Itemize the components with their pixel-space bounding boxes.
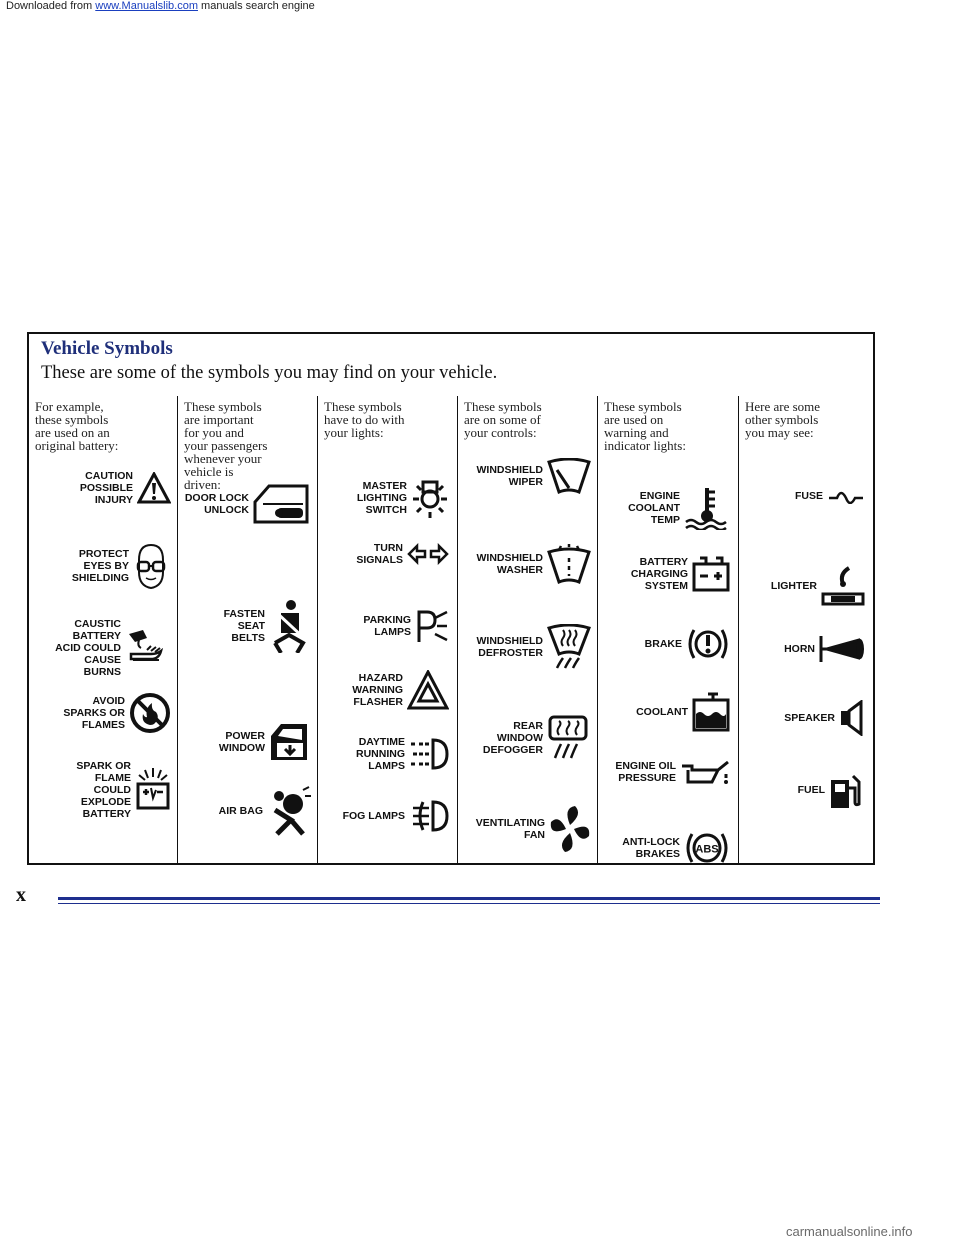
symbol-daytime-running-lamps [356, 734, 449, 774]
symbol-label-line: DAYTIME [358, 736, 405, 748]
symbol-label-line: UNLOCK [204, 504, 249, 516]
symbol-label-line: EYES BY [83, 560, 129, 572]
symbol-label [219, 730, 265, 754]
intro-line: other symbols [745, 412, 819, 427]
symbol-label-line: DEFROSTER [478, 647, 543, 659]
symbol-label-line: BATTERY [639, 556, 688, 568]
symbol-label [357, 480, 407, 516]
symbol-label-line: PROTECT [78, 548, 129, 560]
symbol-label [80, 470, 133, 506]
symbol-windshield-defroster [477, 624, 592, 670]
symbol-fog-lamps [343, 796, 449, 836]
intro-line: are used on an [35, 425, 110, 440]
bottom-rule [58, 897, 880, 900]
symbol-label [185, 492, 249, 516]
intro-line: these symbols [35, 412, 109, 427]
symbol-label-line: SYSTEM [644, 580, 688, 592]
symbol-windshield-washer [477, 544, 592, 584]
column-intro [745, 400, 820, 439]
symbol-label-line: SHIELDING [71, 572, 129, 584]
symbol-lighter [771, 566, 865, 606]
symbol-label-line: FLAME [94, 772, 131, 784]
rear-defogger-icon [547, 714, 589, 762]
symbol-label [645, 638, 682, 650]
defroster-icon [547, 624, 591, 670]
eye-shield-icon [133, 542, 169, 590]
fog-lamps-icon [409, 796, 449, 836]
symbol-label-line: LAMPS [368, 760, 405, 772]
symbol-ventilating-fan [476, 804, 591, 854]
symbol-engine-coolant-temp [628, 486, 730, 530]
symbol-label [476, 817, 545, 841]
symbol-label-line: SEAT [237, 620, 265, 632]
column-important [177, 396, 317, 863]
symbol-fasten-seat-belts [224, 599, 309, 653]
intro-line: your lights: [324, 425, 384, 440]
symbol-label [636, 706, 688, 718]
symbol-label-line: PARKING [363, 614, 411, 626]
column-lights [317, 396, 457, 863]
symbol-spark-or-flame-could-explode-battery [76, 760, 171, 820]
symbol-label-line: INJURY [94, 494, 133, 506]
symbol-label-line: WASHER [496, 564, 543, 576]
coolant-icon [692, 692, 730, 732]
symbol-label [477, 552, 544, 576]
source-prefix: Downloaded from [6, 0, 96, 12]
intro-line: These symbols [604, 399, 682, 414]
no-flame-icon [129, 692, 171, 734]
battery-charging-icon [692, 556, 730, 592]
brake-icon [686, 624, 730, 664]
symbol-label-line: WIPER [508, 476, 543, 488]
symbol-label [477, 464, 544, 488]
intro-line: These symbols [464, 399, 542, 414]
intro-line: your controls: [464, 425, 537, 440]
symbol-label [784, 643, 815, 655]
symbol-label [352, 672, 403, 708]
symbol-label-line: BRAKE [644, 638, 682, 650]
page-title: Vehicle Symbols [41, 338, 173, 359]
symbol-label-line: SIGNALS [356, 554, 403, 566]
symbol-label [224, 608, 265, 644]
symbol-label [477, 635, 544, 659]
page-number: x [16, 884, 26, 906]
column-intro [464, 400, 542, 439]
intro-line: original battery: [35, 438, 119, 453]
symbol-label-line: WINDOW [496, 732, 543, 744]
symbol-label-line: TURN [373, 542, 403, 554]
symbol-label [63, 695, 125, 731]
intro-line: have to do with [324, 412, 405, 427]
symbol-label-line: SPEAKER [784, 712, 835, 724]
symbol-label-line: CAUSE [84, 654, 121, 666]
symbol-label-line: REAR [513, 720, 543, 732]
symbol-power-window [219, 722, 309, 762]
abs-icon [684, 828, 730, 868]
svg-text:ABS: ABS [695, 843, 719, 856]
symbol-label-line: CAUTION [85, 470, 133, 482]
symbols-frame [27, 332, 875, 865]
battery-explode-icon [135, 768, 171, 812]
intro-line: are important [184, 412, 254, 427]
symbol-label [771, 580, 817, 592]
intro-line: driven: [184, 477, 221, 492]
symbol-label [628, 490, 680, 526]
symbol-door-lock-unlock [185, 484, 309, 524]
fan-icon [549, 804, 591, 854]
fuse-icon [827, 488, 865, 504]
symbol-label [631, 556, 688, 592]
hazard-triangle-icon [407, 670, 449, 710]
intro-line: indicator lights: [604, 438, 686, 453]
speaker-icon [839, 700, 865, 736]
symbol-horn [784, 632, 865, 666]
symbol-label [622, 836, 680, 860]
wiper-icon [547, 458, 591, 494]
column-other [738, 396, 875, 863]
page-subtitle: These are some of the symbols you may find on your vehicle. [41, 363, 498, 383]
symbol-label [356, 542, 403, 566]
symbol-label-line: HAZARD [358, 672, 403, 684]
symbol-label-line: VENTILATING [475, 817, 545, 829]
intro-line: vehicle is [184, 464, 234, 479]
symbol-hazard-warning-flasher [352, 670, 449, 710]
fuel-icon [829, 770, 865, 810]
symbol-label-line: BRAKES [635, 848, 680, 860]
symbol-label-line: WINDOW [218, 742, 265, 754]
symbol-label-line: CAUSTIC [74, 618, 121, 630]
symbol-label-line: HORN [784, 643, 815, 655]
symbol-label-line: ENGINE OIL [615, 760, 676, 772]
symbol-label [356, 736, 405, 772]
symbol-label-line: FASTEN [223, 608, 265, 620]
symbol-label-line: DEFOGGER [482, 744, 543, 756]
symbol-label-line: WINDSHIELD [476, 464, 543, 476]
symbol-windshield-wiper [477, 458, 592, 494]
symbol-label-line: WINDSHIELD [476, 552, 543, 564]
power-window-icon [269, 722, 309, 762]
symbol-parking-lamps [363, 608, 449, 644]
symbol-label-line: BATTERY [82, 808, 131, 820]
intro-line: warning and [604, 425, 669, 440]
symbol-label-line: LAMPS [374, 626, 411, 638]
oil-pressure-icon [680, 758, 730, 786]
symbol-rear-window-defogger [483, 714, 589, 762]
symbol-label-line: FUSE [794, 490, 823, 502]
symbol-label-line: BURNS [83, 666, 121, 678]
symbol-avoid-sparks-or-flames [63, 692, 171, 734]
daytime-lamps-icon [409, 734, 449, 774]
column-intro [604, 400, 686, 452]
symbol-speaker [784, 700, 865, 736]
source-suffix: manuals search engine [197, 0, 315, 12]
symbol-caustic-battery-acid-could-cause-burns [55, 618, 169, 678]
symbol-label-line: AIR BAG [218, 805, 263, 817]
intro-line: for you and [184, 425, 244, 440]
acid-burn-icon [125, 628, 169, 668]
symbol-label [798, 784, 825, 796]
intro-line: you may see: [745, 425, 814, 440]
symbol-label-line: PRESSURE [618, 772, 676, 784]
source-line [6, 0, 315, 12]
symbol-label-line: ACID COULD [55, 642, 121, 654]
watermark: carmanualsonline.info [786, 1224, 913, 1239]
symbol-label-line: ENGINE [639, 490, 680, 502]
caution-triangle-icon [137, 472, 171, 504]
symbol-label-line: AVOID [92, 695, 125, 707]
symbol-label-line: WARNING [352, 684, 403, 696]
symbol-label-line: SWITCH [365, 504, 407, 516]
symbol-turn-signals [356, 542, 449, 566]
symbol-label-line: POWER [225, 730, 265, 742]
symbol-label-line: SPARKS OR [63, 707, 125, 719]
parking-lamps-icon [415, 608, 449, 644]
symbol-label-line: TEMP [650, 514, 680, 526]
intro-line: are used on [604, 412, 664, 427]
symbol-anti-lock-brakes [622, 828, 730, 868]
symbol-label-line: POSSIBLE [79, 482, 133, 494]
symbol-label-line: FLAMES [81, 719, 125, 731]
column-intro [184, 400, 267, 491]
column-controls [457, 396, 597, 863]
symbol-label-line: LIGHTING [356, 492, 407, 504]
symbol-master-lighting-switch [357, 478, 449, 518]
horn-icon [819, 632, 865, 666]
symbol-label [219, 805, 263, 817]
symbol-coolant [636, 692, 730, 732]
turn-signals-icon [407, 543, 449, 565]
symbol-label-line: WINDSHIELD [476, 635, 543, 647]
symbol-label-line: COULD [93, 784, 131, 796]
symbol-protect-eyes-by-shielding [72, 542, 169, 590]
symbol-air-bag [219, 786, 311, 836]
coolant-temp-icon [684, 486, 730, 530]
symbol-label [483, 720, 543, 756]
symbol-brake [645, 624, 730, 664]
symbol-label-line: COOLANT [636, 706, 688, 718]
symbol-label-line: BELTS [231, 632, 265, 644]
lighter-icon [821, 566, 865, 606]
symbol-label-line: RUNNING [356, 748, 405, 760]
symbol-label [72, 548, 129, 584]
symbol-label-line: ANTI-LOCK [622, 836, 680, 848]
column-intro [35, 400, 118, 452]
column-battery [29, 396, 177, 863]
symbol-label-line: FLASHER [353, 696, 403, 708]
intro-line: These symbols [324, 399, 402, 414]
air-bag-icon [267, 786, 311, 836]
symbol-label-line: EXPLODE [80, 796, 131, 808]
symbol-label-line: CHARGING [630, 568, 688, 580]
intro-line: These symbols [184, 399, 262, 414]
symbol-label-line: MASTER [362, 480, 407, 492]
symbol-label-line: LIGHTER [770, 580, 817, 592]
symbol-label-line: FAN [524, 829, 545, 841]
column-intro [324, 400, 405, 439]
intro-line: For example, [35, 399, 104, 414]
symbol-label-line: DOOR LOCK [184, 492, 249, 504]
washer-icon [547, 544, 591, 584]
symbol-label [615, 760, 676, 784]
symbol-engine-oil-pressure [615, 758, 730, 786]
intro-line: your passengers [184, 438, 268, 453]
symbol-caution-possible-injury [80, 470, 171, 506]
bottom-rule-thin [58, 903, 880, 904]
symbol-label-line: FUEL [797, 784, 825, 796]
intro-line: whenever your [184, 451, 262, 466]
manualslib-link[interactable]: www.Manualslib.com [95, 0, 198, 12]
intro-line: are on some of [464, 412, 541, 427]
symbol-label-line: FOG LAMPS [342, 810, 405, 822]
column-warning [597, 396, 738, 863]
door-lock-icon [253, 484, 309, 524]
symbol-label-line: SPARK OR [76, 760, 131, 772]
symbol-label [343, 810, 405, 822]
symbol-label-line: COOLANT [628, 502, 680, 514]
symbol-label-line: BATTERY [72, 630, 121, 642]
symbol-label [55, 618, 121, 678]
symbol-fuel [798, 770, 865, 810]
symbol-battery-charging-system [631, 556, 730, 592]
symbol-label [784, 712, 835, 724]
symbol-fuse [795, 488, 865, 504]
symbol-label [363, 614, 411, 638]
symbol-label [795, 490, 823, 502]
seat-belt-icon [269, 599, 309, 653]
master-lighting-icon [411, 478, 449, 518]
symbol-label [76, 760, 131, 820]
intro-line: Here are some [745, 399, 821, 414]
